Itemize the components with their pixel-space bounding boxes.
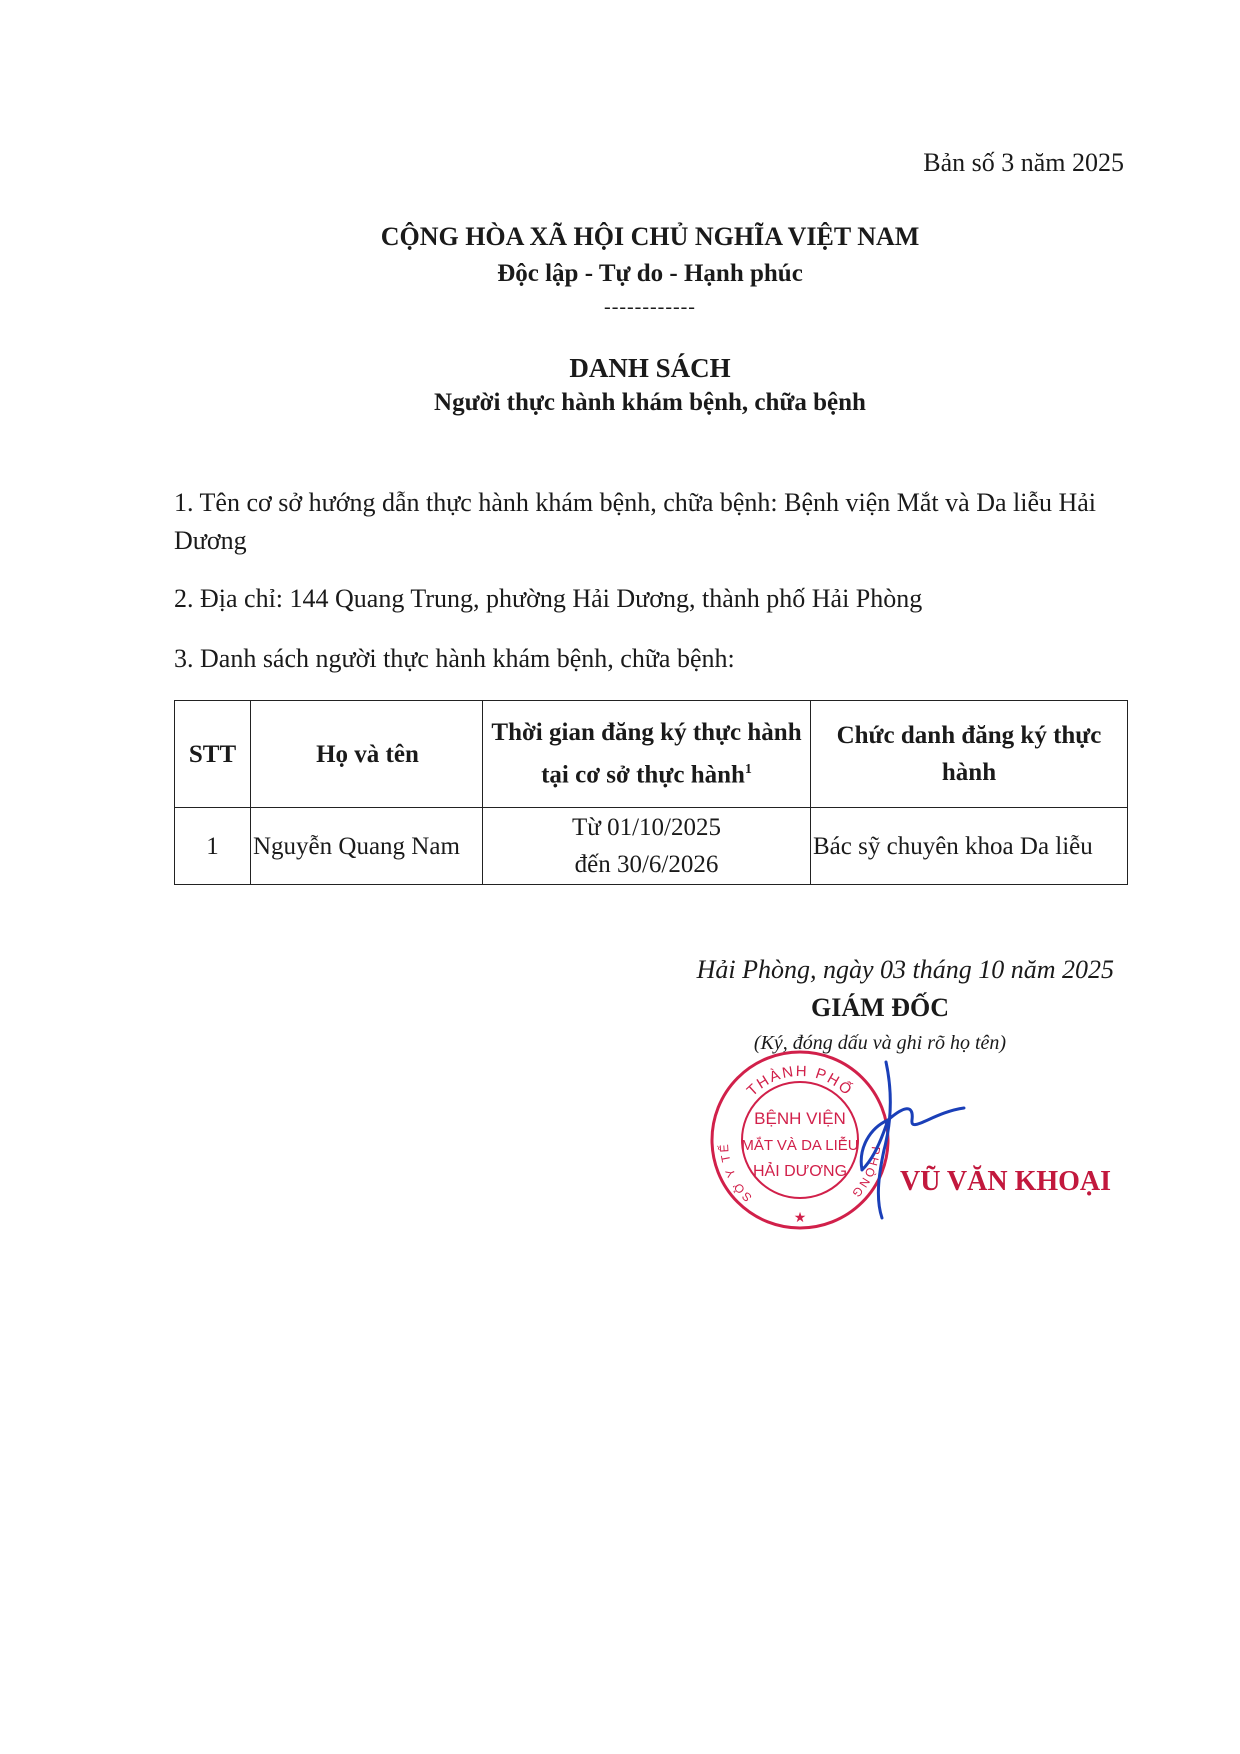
table-row <box>175 808 1128 885</box>
national-title: CỘNG HÒA XÃ HỘI CHỦ NGHĨA VIỆT NAM <box>380 222 920 251</box>
document-subtitle: Người thực hành khám bệnh, chữa bệnh <box>434 389 866 416</box>
table-header-row <box>175 701 1128 808</box>
signature-note: (Ký, đóng dấu và ghi rõ họ tên) <box>753 1032 1007 1054</box>
signer-name: VŨ VĂN KHOẠI <box>900 1166 1112 1197</box>
cell-period-from: Từ 01/10/2025 <box>572 814 721 841</box>
cell-position: Bác sỹ chuyên khoa Da liễu <box>811 808 1128 885</box>
copy-number: Bản số 3 năm 2025 <box>923 148 1124 177</box>
facility-address: 2. Địa chỉ: 144 Quang Trung, phường Hải Dương, thành phố Hải Phòng <box>174 584 923 613</box>
header-separator: ------------ <box>604 296 696 318</box>
list-heading: 3. Danh sách người thực hành khám bệnh, chữa bệnh: <box>174 644 735 673</box>
stamp-line-1: BỆNH VIỆN <box>754 1109 846 1128</box>
stamp-left-arc-text: SỞ Y TẾ <box>716 1141 755 1205</box>
document-title: DANH SÁCH <box>569 353 731 383</box>
signer-role: GIÁM ĐỐC <box>811 993 949 1022</box>
cell-name: Nguyễn Quang Nam <box>251 808 483 885</box>
stamp-top-arc-text: THÀNH PHỐ <box>743 1062 857 1100</box>
header-period <box>483 701 811 808</box>
place-and-date: Hải Phòng, ngày 03 tháng 10 năm 2025 <box>696 955 1114 984</box>
cell-stt: 1 <box>175 808 251 885</box>
header-period-label: Thời gian đăng ký thực hành tại cơ sở thực hành <box>491 719 802 789</box>
star-icon: ★ <box>793 1209 807 1225</box>
header-stt: STT <box>175 701 251 808</box>
header-position: Chức danh đăng ký thực hành <box>811 701 1128 808</box>
footnote-marker: 1 <box>744 762 752 778</box>
national-motto: Độc lập - Tự do - Hạnh phúc <box>497 260 803 287</box>
practitioner-table <box>174 700 1128 885</box>
cell-period <box>483 808 811 885</box>
header-name: Họ và tên <box>251 701 483 808</box>
stamp-right-arc-text: PHÒNG <box>848 1145 883 1202</box>
stamp-line-2: MẮT VÀ DA LIỄU <box>741 1137 859 1154</box>
facility-name: 1. Tên cơ sở hướng dẫn thực hành khám bệnh, chữa bệnh: Bệnh viện Mắt và Da liễu Hải Dương <box>174 488 1097 555</box>
stamp-line-3: HẢI DƯƠNG <box>752 1163 848 1180</box>
cell-period-to: đến 30/6/2026 <box>574 851 719 878</box>
